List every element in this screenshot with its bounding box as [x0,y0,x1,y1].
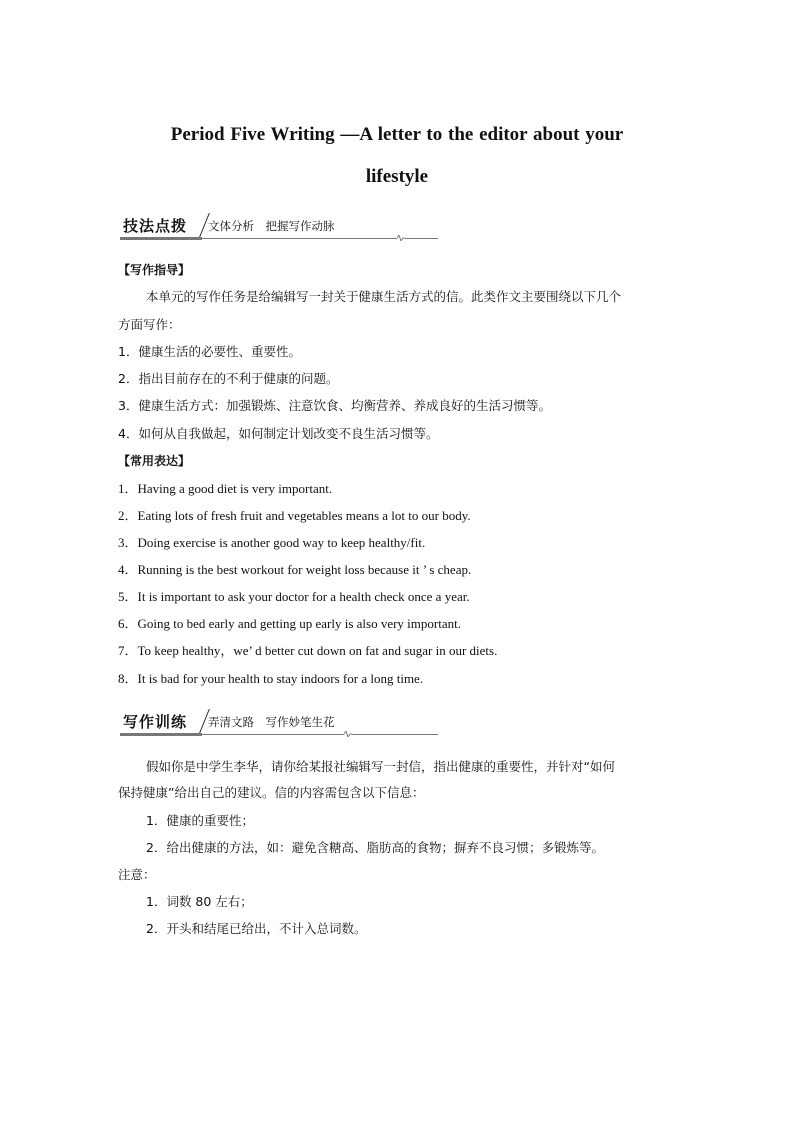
section-header-techniques [120,215,438,241]
page-title-continued: lifestyle [365,166,429,187]
guide-point: 4．如何从自我做起，如何制定计划改变不良生活习惯等。 [118,426,439,441]
underline-notch-icon [344,731,352,737]
task-prompt-continued: 保持健康”给出自己的建议。信的内容需包含以下信息： [118,785,425,800]
section-name: 技法点拨 [123,217,188,235]
page-title: Period Five Writing —A letter to the editor about your [170,124,624,145]
underline-notch-icon [397,235,405,241]
task-item: 2．给出健康的方法，如：避免含糖高、脂肪高的食物；摒弃不良习惯；多锻炼等。 [146,840,604,855]
section-header-practice [120,711,438,737]
expression-item: 2．Eating lots of fresh fruit and vegetables means a lot to our body. [118,508,471,523]
task-note: 1．词数 80 左右； [146,894,253,909]
task-note-label: 注意： [118,867,156,882]
section-name: 写作训练 [123,713,188,731]
expression-item: 6．Going to bed early and getting up early is also very important. [118,616,461,631]
expressions-heading: 【常用表达】 [118,454,191,468]
task-prompt: 假如你是中学生李华，请你给某报社编辑写一封信，指出健康的重要性，并针对“如何 [146,759,615,774]
expression-item: 8．It is bad for your health to stay indoors for a long time. [118,671,424,686]
task-item: 1．健康的重要性； [146,813,254,828]
guide-point: 3．健康生活方式：加强锻炼、注意饮食、均衡营养、养成良好的生活习惯等。 [118,398,551,413]
expression-item: 1．Having a good diet is very important. [118,481,333,496]
section-underline [120,734,438,735]
expression-item: 5．It is important to ask your doctor for a health check once a year. [118,589,470,604]
task-note: 2．开头和结尾已给出，不计入总词数。 [146,921,367,936]
expression-item: 7．To keep healthy，we’ d better cut down on fat and sugar in our diets. [118,643,498,658]
section-underline [120,238,438,239]
section-subtitle: 弄清文路 写作妙笔生花 [208,715,335,729]
guide-intro-continued: 方面写作： [118,317,181,332]
expression-item: 3．Doing exercise is another good way to keep healthy/fit. [118,535,426,550]
guide-point: 2．指出目前存在的不利于健康的问题。 [118,371,339,386]
guide-heading: 【写作指导】 [118,263,191,277]
guide-intro: 本单元的写作任务是给编辑写一封关于健康生活方式的信。此类作文主要围绕以下几个 [146,289,622,304]
section-subtitle: 文体分析 把握写作动脉 [208,219,335,233]
expression-item: 4．Running is the best workout for weight loss because it ’ s cheap. [118,562,472,577]
guide-point: 1．健康生活的必要性、重要性。 [118,344,301,359]
